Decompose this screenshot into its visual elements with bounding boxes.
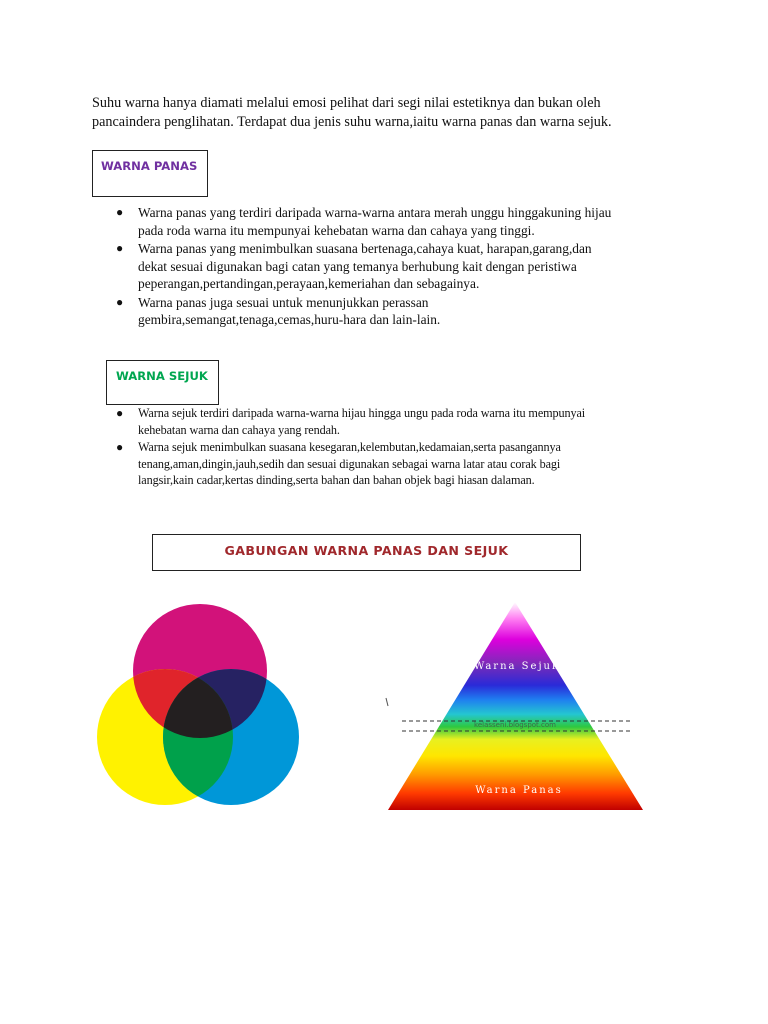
list-item: ● Warna sejuk menimbulkan suasana kesegaran,kelembutan,kedamaian,serta pasangannya tenang,aman,dingin,jauh,sedih dan sesuai digunakan sebagai warna latar atau corak bagi langsir,kain cadar,kertas dinding,serta bahan dan bahan objek bagi hiasan dalaman.: [116, 440, 561, 487]
watermark-text: kelasseni.blogspot.com: [474, 721, 556, 729]
bullet-icon: ●: [116, 440, 124, 454]
stray-mark: [386, 698, 388, 706]
pyramid-shape: [388, 602, 643, 810]
warna-sejuk-heading: WARNA SEJUK: [116, 369, 208, 383]
bullet-icon: ●: [116, 241, 124, 255]
bullet-icon: ●: [116, 205, 124, 219]
color-temperature-pyramid: [380, 596, 650, 816]
warna-sejuk-list: [114, 405, 674, 490]
intro-line-2: pancaindera penglihatan. Terdapat dua jenis suhu warna,iaitu warna panas dan warna sejuk.: [92, 114, 612, 130]
bullet-icon: ●: [116, 406, 124, 420]
gabungan-heading-box: [152, 534, 581, 571]
warna-panas-heading: WARNA PANAS: [101, 159, 198, 173]
warna-panas-heading-box: [92, 150, 208, 197]
list-item: ● Warna sejuk terdiri daripada warna-warna hijau hingga ungu pada roda warna itu mempunyai kehebatan warna dan cahaya yang rendah.: [116, 406, 586, 437]
warna-panas-list: [114, 204, 674, 330]
warna-sejuk-heading-box: [106, 360, 219, 405]
warna-panas-label: Warna Panas: [475, 785, 563, 796]
color-venn-diagram: [96, 602, 302, 808]
list-item: ● Warna panas yang menimbulkan suasana bertenaga,cahaya kuat, harapan,garang,dan dekat sesuai digunakan bagi catan yang temanya berhubung kait dengan peristiwa peperangan,pertandingan,perayaan,kemeriahan dan sebagainya.: [116, 241, 592, 291]
warna-sejuk-label: Warna Sejuk: [473, 661, 561, 672]
gabungan-heading: GABUNGAN WARNA PANAS DAN SEJUK: [224, 543, 509, 558]
intro-line-1: Suhu warna hanya diamati melalui emosi pelihat dari segi nilai estetiknya dan bukan oleh: [92, 95, 601, 111]
bullet-icon: ●: [116, 294, 124, 309]
intro-paragraph: [92, 94, 692, 132]
list-item: ● Warna panas juga sesuai untuk menunjukkan perassan gembira,semangat,tenaga,cemas,huru-hara dan lain-lain.: [116, 294, 441, 327]
list-item: ● Warna panas yang terdiri daripada warna-warna antara merah unggu hinggakuning hijau pada roda warna itu mempunyai kehebatan warna dan cahaya yang tinggi.: [116, 205, 612, 238]
